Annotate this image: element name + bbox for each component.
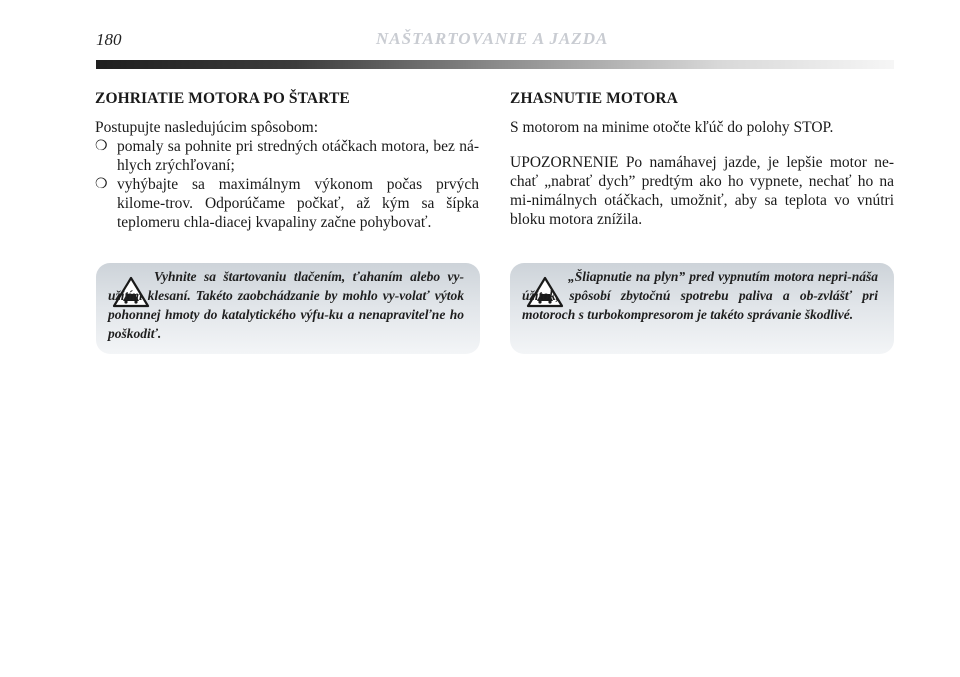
header-rule — [96, 60, 894, 69]
bullet-list — [95, 137, 479, 232]
bullet-circle-icon: ❍ — [95, 177, 108, 192]
right-paragraph-1: S motorom na minime otočte kľúč do polohy STOP. — [510, 119, 834, 136]
right-column — [510, 90, 894, 229]
warning-text: Vyhnite sa štartovaniu tlačením, ťahaním alebo vy-užitím klesaní. Takéto zaobchádzanie by mohlo vy-volať výtok pohonnej hmoty do katalytického výfu-ku a nenapraviteľne ho poškodiť. — [108, 269, 464, 341]
right-paragraph-2: UPOZORNENIE Po namáhavej jazde, je lepšie motor ne-chať „nabrať dych” predtým ako ho vypnete, nechať ho na mi-nimálnych otáčkach, umožniť, aby sa teplota vo vnútri bloku motora znížila. — [510, 154, 894, 228]
list-item — [95, 175, 479, 232]
warning-box-left — [96, 263, 480, 354]
running-title: NAŠTARTOVANIE A JAZDA — [376, 29, 609, 48]
list-item-text: pomaly sa pohnite pri stredných otáčkach motora, bez ná-hlych zrýchľovaní; — [117, 138, 479, 174]
bullet-circle-icon: ❍ — [95, 139, 108, 154]
left-intro: Postupujte nasledujúcim spôsobom: — [95, 119, 319, 136]
spacer — [510, 137, 894, 153]
right-heading: ZHASNUTIE MOTORA — [510, 90, 678, 107]
warning-text: „Šliapnutie na plyn” pred vypnutím motora nepri-náša úžitok, spôsobí zbytočnú spotrebu paliva a ob-zvlášť pri motoroch s turbokompresorom je takéto správanie škodlivé. — [522, 269, 878, 322]
list-item-text: vyhýbajte sa maximálnym výkonom počas prvých kilome-trov. Odporúčame počkať, až kým sa šípka teplomeru chla-diacej kvapaliny začne pohybovať. — [117, 176, 479, 231]
left-heading: ZOHRIATIE MOTORA PO ŠTARTE — [95, 90, 350, 107]
page-number: 180 — [96, 30, 122, 49]
left-column — [95, 90, 479, 232]
list-item — [95, 137, 479, 175]
warning-box-right — [510, 263, 894, 354]
